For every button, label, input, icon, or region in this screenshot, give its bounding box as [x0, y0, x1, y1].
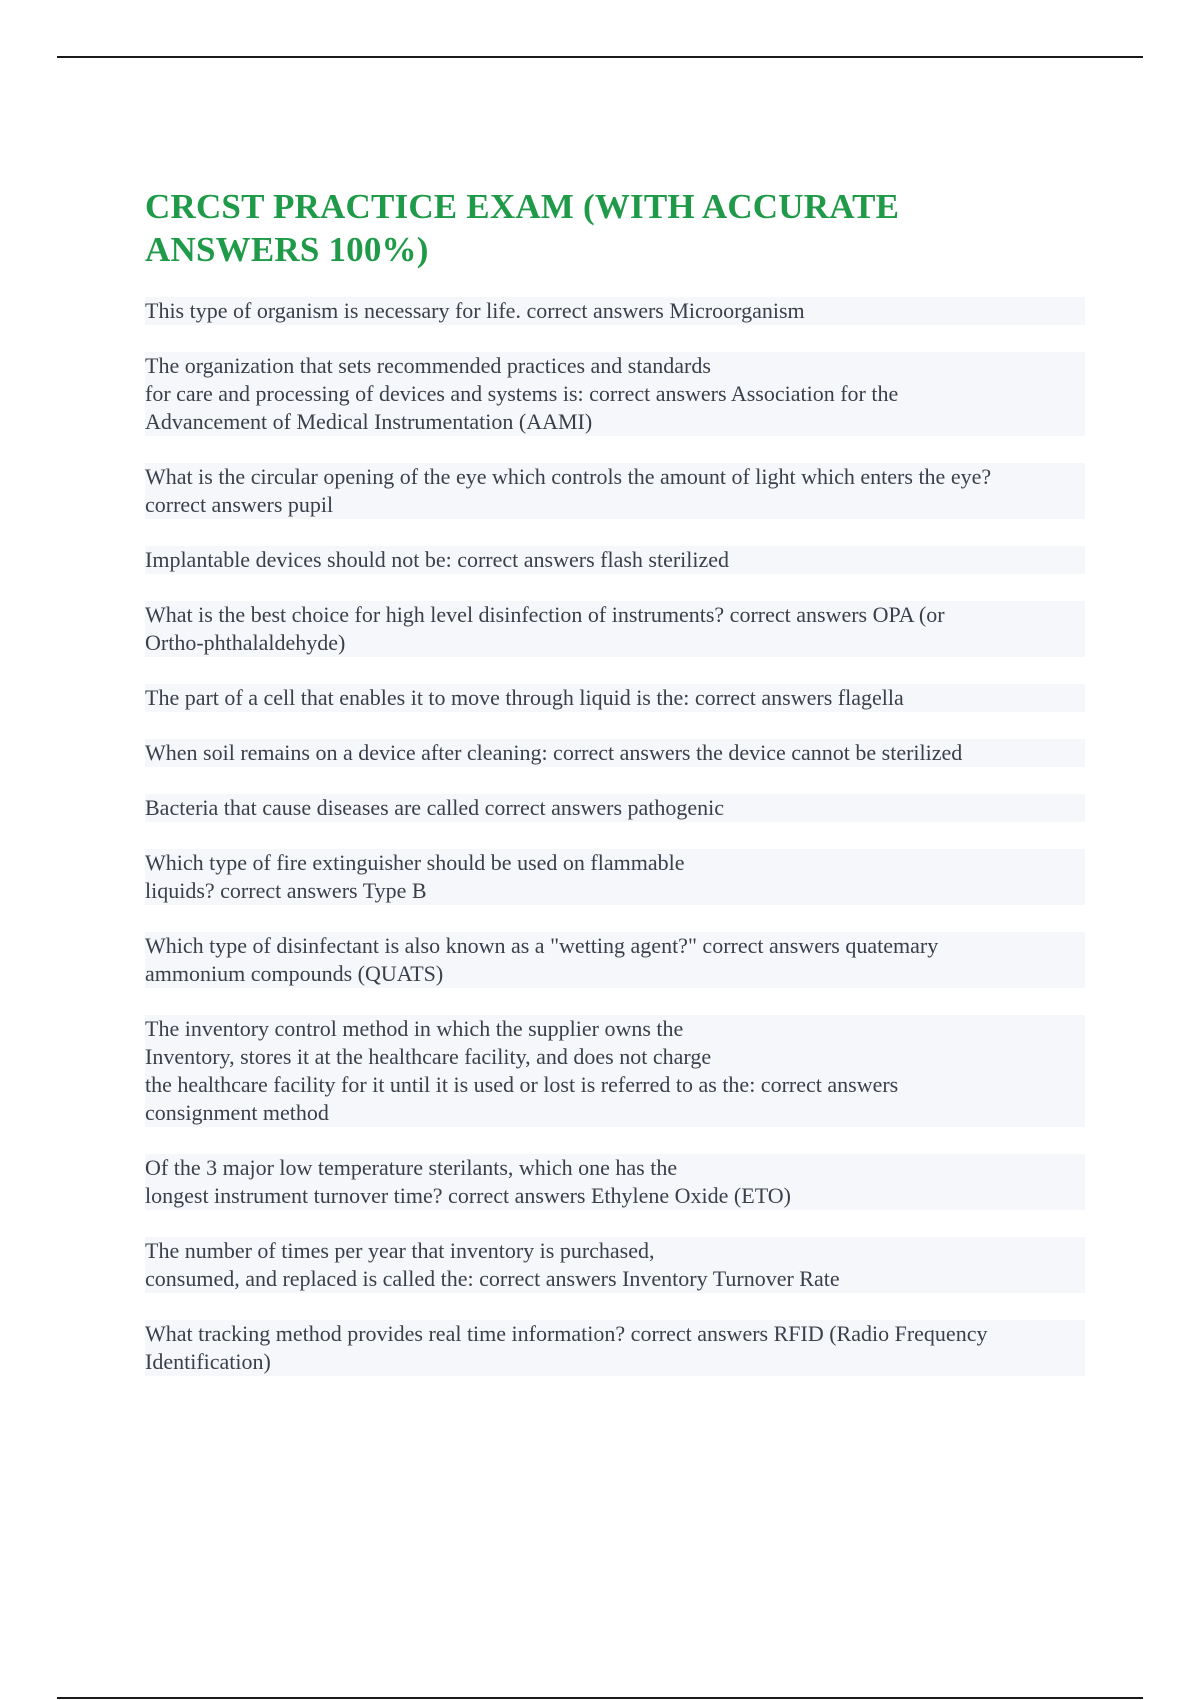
qa-item: [145, 546, 1085, 574]
qa-item: [145, 684, 1085, 712]
qa-item: [145, 297, 1085, 325]
qa-item: [145, 932, 1085, 988]
qa-list: [145, 297, 1085, 1403]
qa-line: Bacteria that cause diseases are called correct answers pathogenic: [145, 795, 725, 820]
qa-line: Inventory, stores it at the healthcare facility, and does not charge: [145, 1044, 712, 1069]
qa-item: [145, 794, 1085, 822]
qa-item: [145, 739, 1085, 767]
qa-line: longest instrument turnover time? correct answers Ethylene Oxide (ETO): [145, 1183, 791, 1208]
qa-line: Advancement of Medical Instrumentation (AAMI): [145, 409, 593, 434]
qa-item: [145, 1015, 1085, 1127]
qa-item: [145, 1320, 1085, 1376]
qa-line: correct answers pupil: [145, 492, 334, 517]
qa-line: for care and processing of devices and systems is: correct answers Association for the: [145, 381, 899, 406]
page-title: CRCST PRACTICE EXAM (WITH ACCURATE ANSWERS 100%): [145, 187, 900, 269]
qa-line: consignment method: [145, 1100, 329, 1125]
qa-line: Of the 3 major low temperature sterilants, which one has the: [145, 1155, 678, 1180]
qa-line: Implantable devices should not be: correct answers flash sterilized: [145, 547, 730, 572]
bottom-divider: [57, 1697, 1143, 1699]
qa-line: the healthcare facility for it until it is used or lost is referred to as the: correct answers: [145, 1072, 899, 1097]
qa-line: The part of a cell that enables it to move through liquid is the: correct answers flagella: [145, 685, 904, 710]
qa-line: What is the circular opening of the eye which controls the amount of light which enters the eye?: [145, 464, 992, 489]
qa-line: This type of organism is necessary for life. correct answers Microorganism: [145, 298, 805, 323]
qa-line: liquids? correct answers Type B: [145, 878, 427, 903]
qa-line: The inventory control method in which the supplier owns the: [145, 1016, 684, 1041]
qa-item: [145, 463, 1085, 519]
qa-line: The number of times per year that inventory is purchased,: [145, 1238, 655, 1263]
qa-line: When soil remains on a device after cleaning: correct answers the device cannot be sterilized: [145, 740, 963, 765]
qa-item: [145, 601, 1085, 657]
qa-line: What is the best choice for high level disinfection of instruments? correct answers OPA (or: [145, 602, 945, 627]
qa-line: The organization that sets recommended practices and standards: [145, 353, 711, 378]
qa-line: Which type of fire extinguisher should be used on flammable: [145, 850, 685, 875]
qa-line: Ortho-phthalaldehyde): [145, 630, 346, 655]
top-divider: [57, 56, 1143, 58]
qa-item: [145, 1237, 1085, 1293]
qa-item: [145, 1154, 1085, 1210]
qa-item: [145, 849, 1085, 905]
qa-line: What tracking method provides real time information? correct answers RFID (Radio Frequency: [145, 1321, 988, 1346]
qa-item: [145, 352, 1085, 436]
qa-line: consumed, and replaced is called the: correct answers Inventory Turnover Rate: [145, 1266, 840, 1291]
qa-line: ammonium compounds (QUATS): [145, 961, 444, 986]
qa-line: Identification): [145, 1349, 271, 1374]
qa-line: Which type of disinfectant is also known as a "wetting agent?" correct answers quatemary: [145, 933, 939, 958]
